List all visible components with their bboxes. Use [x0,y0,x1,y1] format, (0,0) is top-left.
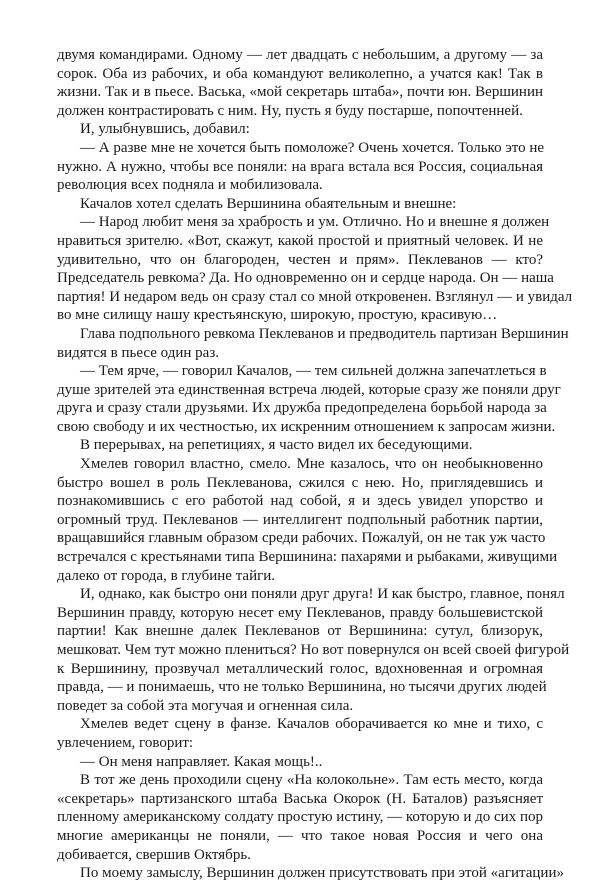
paragraph [57,864,564,883]
text-line: должен контрастировать с ним. Ну, пусть я буду постарше, попочтенней. [57,102,523,119]
text-line: правда, — и понимаешь, что не только Вершинина, но тысячи других людей [57,679,547,696]
text-line: Хмелев ведет сцену в фанзе. Качалов оборачивается ко мне и тихо, с [80,716,543,733]
paragraph [57,771,543,864]
text-line: душе зрителей эта единственная встреча людей, которые сразу же поняли друг [57,381,561,398]
text-line: — Народ любит меня за храбрость и ум. Отлично. Но и внешне я должен [80,214,550,231]
text-line: В тот же день проходили сцену «На колокольне». Там есть место, когда [80,772,543,789]
text-line: к Вершинину, прозвучал металлический голос, вдохновенная и огромная [57,660,543,677]
text-line: нравиться зрителю. «Вот, скажут, какой простой и приятный человек. И не [57,232,543,249]
text-line: И, улыбнувшись, добавил: [80,121,250,138]
paragraph [57,362,561,436]
text-line: — Тем ярче, — говорил Качалов, — тем сильней должна запечатлеться в [80,363,547,380]
text-line: «секретарь» партизанского штаба Васька Окорок (Н. Баталов) разъясняет [57,790,543,807]
text-line: далеко от города, в глубине тайги. [57,567,276,584]
text-line: сорок. Оба из рабочих, и оба командуют великолепно, а учатся как! Так в [57,65,543,82]
text-line: двумя командирами. Одному — лет двадцать с небольшим, а другому — за [57,47,543,63]
text-line: Хмелев говорил властно, смело. Мне казалось, что он необыкновенно [80,456,543,473]
document-page [57,46,573,883]
text-line: — А разве мне не хочется быть помоложе? Очень хочется. Только это не [80,139,545,156]
text-line: свою свободу и их честностью, их искренним отношением к запросам жизни. [57,418,556,435]
paragraph [57,46,543,120]
text-line: Качалов хотел сделать Вершинина обаятельным и внешне: [80,195,457,212]
paragraph [57,715,543,752]
text-line: поведет за собой эта могучая и огненная сила. [57,697,354,714]
paragraph [57,213,573,325]
text-line: И, однако, как быстро они поняли друг друга! И как быстро, главное, понял [80,586,565,603]
text-line: увлечением, говорит: [57,734,194,751]
text-line: пленному американскому солдату простую истину, — которую и до сих пор [57,809,543,826]
text-line: встречался с крестьянами типа Вершинина: пахарями и рыбаками, живущими [57,549,558,566]
paragraph [57,753,543,772]
text-line: многие американцы не поняли, — что такое новая Россия и чего она [57,827,543,844]
text-line: вращавшийся главным образом среди рабочих. Пожалуй, он не так уж часто [57,530,546,547]
text-line: друга и сразу стали друзьями. Их дружба предопределена борьбой народа за [57,400,547,417]
text-line: Вершинин правду, которую несет ему Пеклеванов, правду большевистской [57,604,543,621]
text-line: — Он меня направляет. Какая мощь!.. [80,753,323,770]
paragraph [57,585,570,715]
text-line: огромный труд. Пеклеванов — интеллигент подпольный работник партии, [57,511,543,528]
text-line: во мне силищу нашу крестьянскую, широкую, простую, красивую… [57,307,498,324]
text-line: быстро вошел в роль Пеклеванова, сжился с нею. Но, приглядевшись и [57,474,543,491]
text-line: добивается, свершив Октябрь. [57,846,251,863]
text-line: Глава подпольного ревкома Пеклеванов и предводитель партизан Вершинин [80,325,569,342]
text-line: партии! Как внешне далек Пеклеванов от Вершинина: сутул, близорук, [57,623,543,640]
paragraph [57,139,543,195]
text-line: познакомившись с его работой над собой, я и здесь увидел упорство и [57,493,543,510]
text-line: мешковат. Чем тут можно плениться? Но вот повернулся он всей своей фигурой [57,642,570,658]
text-line: видятся в пьесе один раз. [57,344,220,361]
text-line: нужно. А нужно, чтобы все поняли: на врага встала вся Россия, социальная [57,158,543,175]
text-line: удивительно, что он благороден, честен и прям». Пеклеванов — кто? [57,251,543,268]
text-line: революция всех подняла и мобилизовала. [57,177,323,194]
text-line: Председатель ревкома? Да. Но одновременно он и сердце народа. Он — наша [57,270,554,287]
text-line: В перерывах, на репетициях, я часто видел их беседующими. [80,437,473,454]
paragraph [57,195,543,214]
text-line: партия! И недаром ведь он сразу стал со мной откровенен. Взглянул — и увидал [57,288,573,305]
text-line: По моему замыслу, Вершинин должен присутствовать при этой «агитации» [80,865,564,882]
paragraph [57,436,543,455]
paragraph [57,120,543,139]
paragraph [57,325,569,362]
text-line: жизни. Так и в пьесе. Васька, «мой секретарь штаба», почти юн. Вершинин [57,84,543,101]
paragraph [57,455,558,585]
